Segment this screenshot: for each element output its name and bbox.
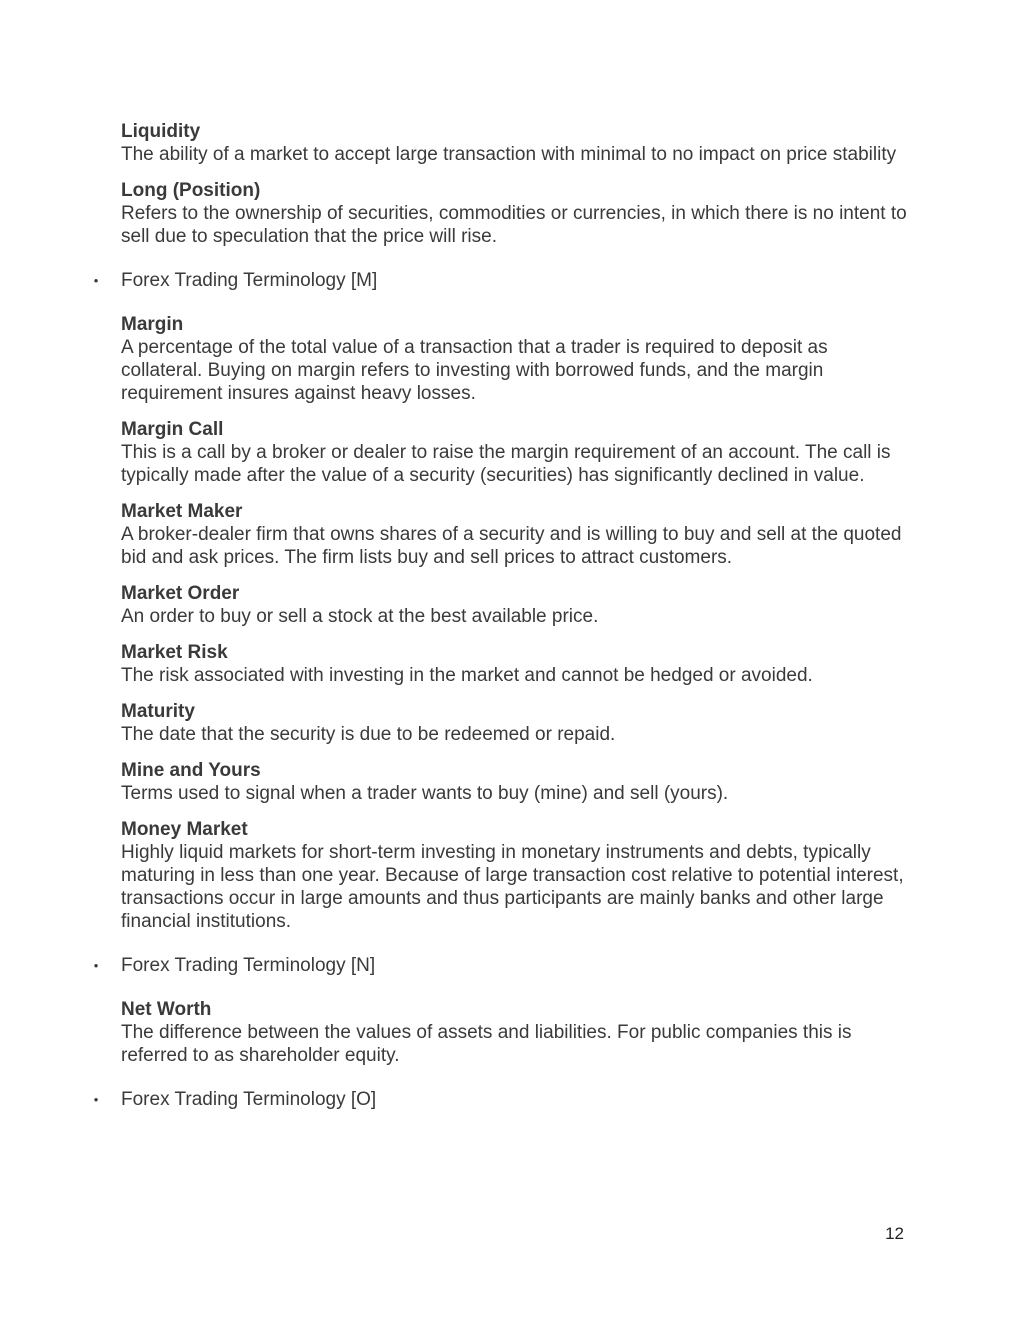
glossary-entry-mine-and-yours	[121, 759, 911, 805]
section-heading-m	[93, 269, 911, 292]
term-title: Mine and Yours	[121, 760, 261, 781]
bullet-icon: •	[93, 273, 99, 288]
term-title: Liquidity	[121, 121, 201, 142]
term-title: Net Worth	[121, 999, 212, 1020]
term-title: Market Order	[121, 583, 240, 604]
bullet-icon: •	[93, 1092, 99, 1107]
term-definition: An order to buy or sell a stock at the best available price.	[121, 606, 599, 627]
term-definition: The risk associated with investing in the market and cannot be hedged or avoided.	[121, 665, 813, 686]
term-definition: The ability of a market to accept large transaction with minimal to no impact on price stability	[121, 144, 897, 165]
term-title: Money Market	[121, 819, 248, 840]
term-definition: The difference between the values of assets and liabilities. For public companies this is referred to as shareholder equity.	[121, 1022, 852, 1066]
glossary-entry-margin	[121, 313, 911, 405]
term-definition: Terms used to signal when a trader wants to buy (mine) and sell (yours).	[121, 783, 729, 804]
term-definition: The date that the security is due to be redeemed or repaid.	[121, 724, 616, 745]
term-definition: Highly liquid markets for short-term investing in monetary instruments and debts, typically maturing in less than one year. Because of large transaction cost relative to potential interest, transactions occur in large amounts and thus participants are mainly banks and other large financial institutions.	[121, 842, 904, 932]
glossary-entry-market-order	[121, 582, 911, 628]
term-title: Market Risk	[121, 642, 228, 663]
section-title: Forex Trading Terminology [M]	[121, 270, 378, 291]
term-definition: A percentage of the total value of a transaction that a trader is required to deposit as collateral. Buying on margin refers to investing with borrowed funds, and the margin requirement insures against heavy losses.	[121, 337, 828, 404]
term-definition: A broker-dealer firm that owns shares of a security and is willing to buy and sell at the quoted bid and ask prices. The firm lists buy and sell prices to attract customers.	[121, 524, 902, 568]
term-title: Long (Position)	[121, 180, 261, 201]
section-title: Forex Trading Terminology [O]	[121, 1089, 377, 1110]
glossary-entry-market-maker	[121, 500, 911, 569]
term-definition: This is a call by a broker or dealer to raise the margin requirement of an account. The call is typically made after the value of a security (securities) has significantly declined in value.	[121, 442, 891, 486]
term-title: Market Maker	[121, 501, 243, 522]
section-title: Forex Trading Terminology [N]	[121, 955, 376, 976]
glossary-entry-market-risk	[121, 641, 911, 687]
bullet-icon: •	[93, 958, 99, 973]
term-title: Margin	[121, 314, 184, 335]
term-title: Maturity	[121, 701, 195, 722]
section-heading-n	[93, 954, 911, 977]
term-title: Margin Call	[121, 419, 224, 440]
section-heading-o	[93, 1088, 911, 1111]
glossary-entry-maturity	[121, 700, 911, 746]
glossary-entry-net-worth	[121, 998, 911, 1067]
glossary-entry-margin-call	[121, 418, 911, 487]
term-definition: Refers to the ownership of securities, commodities or currencies, in which there is no intent to sell due to speculation that the price will rise.	[121, 203, 907, 247]
glossary-entry-long-position	[121, 179, 911, 248]
page-number: 12	[885, 1224, 904, 1243]
glossary-content	[93, 120, 911, 1132]
glossary-entry-money-market	[121, 818, 911, 933]
glossary-entry-liquidity	[121, 120, 911, 166]
